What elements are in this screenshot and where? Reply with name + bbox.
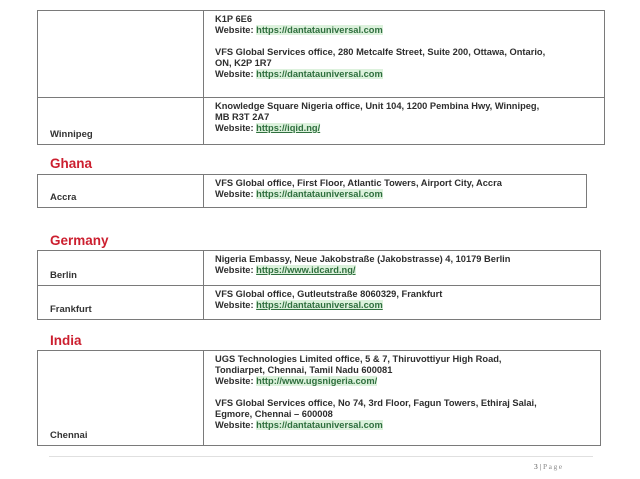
website-label: Website: (215, 69, 257, 79)
footer-divider (49, 456, 593, 457)
germany-table (37, 250, 601, 320)
address-line: VFS Global office, Gutleutstraße 8060329, Frankfurt (215, 289, 443, 299)
info-cell (204, 175, 586, 207)
address-line: MB R3T 2A7 (215, 112, 270, 122)
website-link[interactable]: https://dantatauniversal.com (256, 69, 383, 79)
info-cell (204, 286, 600, 319)
section-heading-india: India (50, 333, 82, 348)
city-cell-accra: Accra (38, 175, 204, 207)
table-row-accra (38, 175, 586, 207)
website-label: Website: (215, 189, 257, 199)
table-row-winnipeg (38, 97, 604, 144)
page-footer (534, 462, 564, 471)
info-cell (204, 11, 604, 97)
city-cell-frankfurt: Frankfurt (38, 286, 204, 319)
address-line: VFS Global Services office, 280 Metcalfe Street, Suite 200, Ottawa, Ontario, (215, 47, 546, 57)
website-label: Website: (215, 300, 257, 310)
section-heading-germany: Germany (50, 233, 109, 248)
website-label: Website: (215, 420, 257, 430)
city-cell-winnipeg: Winnipeg (38, 98, 204, 144)
info-cell (204, 251, 600, 285)
address-line: ON, K2P 1R7 (215, 58, 272, 68)
city-cell-chennai: Chennai (38, 351, 204, 445)
city-cell (38, 11, 204, 97)
website-label: Website: (215, 25, 257, 35)
info-cell (204, 351, 600, 445)
address-line: Tondiarpet, Chennai, Tamil Nadu 600081 (215, 365, 393, 375)
address-line: K1P 6E6 (215, 14, 253, 24)
table-row-frankfurt (38, 285, 600, 319)
city-cell-berlin: Berlin (38, 251, 204, 285)
info-cell (204, 98, 604, 144)
address-line: UGS Technologies Limited office, 5 & 7, Thiruvottiyur High Road, (215, 354, 502, 364)
page-number: 3 (534, 462, 538, 471)
address-line: VFS Global office, First Floor, Atlantic Towers, Airport City, Accra (215, 178, 502, 188)
website-label: Website: (215, 123, 257, 133)
address-line: Knowledge Square Nigeria office, Unit 104, 1200 Pembina Hwy, Winnipeg, (215, 101, 540, 111)
table-row-chennai (38, 351, 600, 445)
website-link[interactable]: https://dantatauniversal.com (256, 300, 383, 310)
website-label: Website: (215, 265, 257, 275)
page-label: Page (543, 462, 564, 471)
footer-separator: | (537, 462, 544, 471)
canada-table (37, 10, 605, 145)
website-link[interactable]: http://www.ugsnigeria.com/ (256, 376, 378, 386)
india-table (37, 350, 601, 446)
address-line: VFS Global Services office, No 74, 3rd Floor, Fagun Towers, Ethiraj Salai, (215, 398, 537, 408)
website-link[interactable]: https://dantatauniversal.com (256, 189, 383, 199)
address-line: Egmore, Chennai – 600008 (215, 409, 333, 419)
website-link[interactable]: https://dantatauniversal.com (256, 420, 383, 430)
website-label: Website: (215, 376, 257, 386)
table-row-ottawa (38, 11, 604, 97)
table-row-berlin (38, 251, 600, 285)
website-link[interactable]: https://iqid.ng/ (256, 123, 321, 133)
website-link[interactable]: https://dantatauniversal.com (256, 25, 383, 35)
address-line: Nigeria Embassy, Neue Jakobstraße (Jakobstrasse) 4, 10179 Berlin (215, 254, 511, 264)
ghana-table (37, 174, 587, 208)
section-heading-ghana: Ghana (50, 156, 93, 171)
website-link[interactable]: https://www.idcard.ng/ (256, 265, 356, 275)
